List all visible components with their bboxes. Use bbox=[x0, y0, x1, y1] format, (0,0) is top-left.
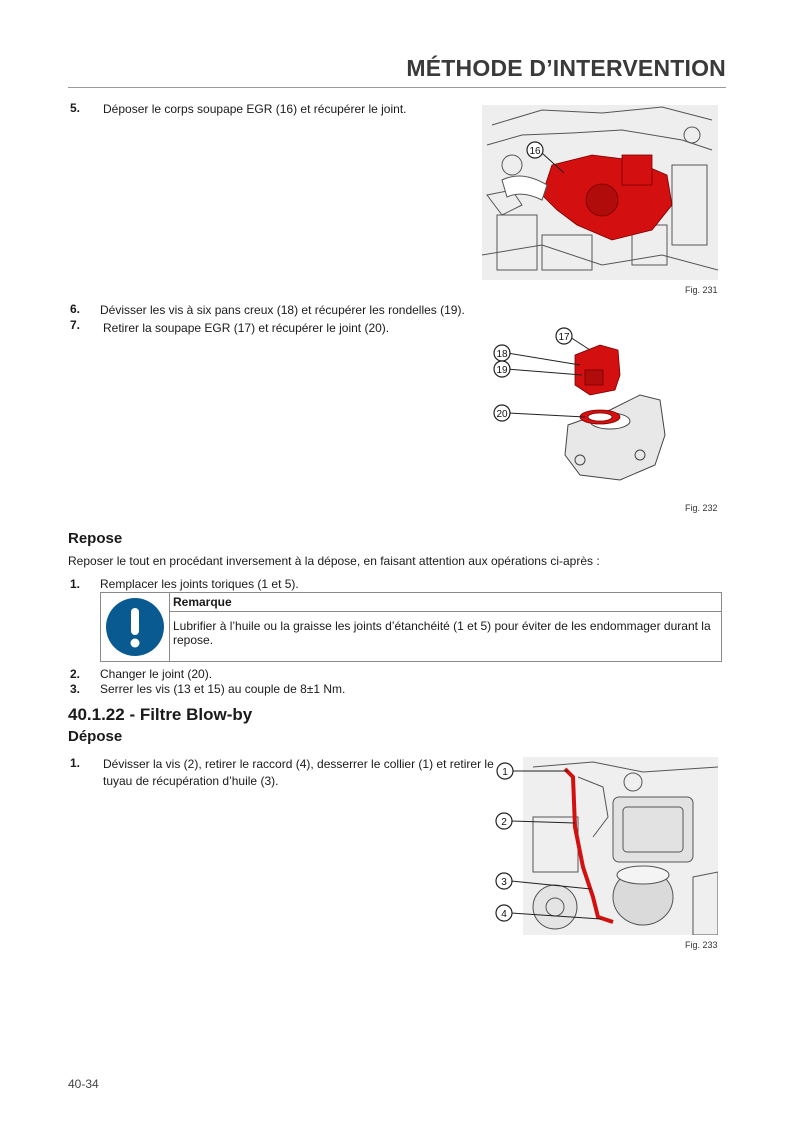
note-divider bbox=[169, 611, 721, 612]
blowby-filter-illustration bbox=[493, 757, 718, 935]
repose-intro: Reposer le tout en procédant inversement à la dépose, en faisant attention aux opérations ci-après : bbox=[68, 554, 600, 568]
svg-text:1: 1 bbox=[502, 767, 508, 778]
callout-2 bbox=[496, 813, 512, 829]
svg-text:20: 20 bbox=[496, 409, 508, 420]
step-number: 1. bbox=[70, 756, 81, 770]
callout-1 bbox=[497, 763, 513, 779]
egr-valve-body-illustration bbox=[482, 105, 718, 280]
step-text: Dévisser les vis à six pans creux (18) et récupérer les rondelles (19). bbox=[100, 303, 465, 317]
step-text: Serrer les vis (13 et 15) au couple de 8±1 Nm. bbox=[100, 682, 346, 696]
step-text: Remplacer les joints toriques (1 et 5). bbox=[100, 577, 299, 591]
figure-caption: Fig. 231 bbox=[685, 285, 718, 295]
figure-231-image bbox=[482, 105, 718, 280]
callout-17 bbox=[556, 328, 572, 344]
step-text-line-2: tuyau de récupération d’huile (3). bbox=[103, 774, 279, 788]
egr-valve-exploded-illustration bbox=[490, 325, 720, 495]
page-number: 40-34 bbox=[68, 1077, 99, 1091]
note-icon-cell bbox=[101, 593, 170, 661]
step-number: 5. bbox=[70, 101, 81, 115]
svg-text:3: 3 bbox=[501, 877, 507, 888]
page-header-title: MÉTHODE D’INTERVENTION bbox=[406, 55, 726, 81]
header-divider bbox=[68, 87, 726, 88]
svg-text:16: 16 bbox=[529, 146, 541, 157]
callout-3 bbox=[496, 873, 512, 889]
step-number: 6. bbox=[70, 302, 81, 316]
figure-caption: Fig. 232 bbox=[685, 503, 718, 513]
callout-19 bbox=[494, 361, 510, 377]
step-text: Retirer la soupape EGR (17) et récupérer le joint (20). bbox=[103, 321, 390, 335]
exclamation-icon bbox=[101, 593, 169, 661]
step-number: 3. bbox=[70, 682, 81, 696]
step-text-line-1: Dévisser la vis (2), retirer le raccord (4), desserrer le collier (1) et retirer le bbox=[103, 757, 494, 771]
section-heading-blowby: 40.1.22 - Filtre Blow-by bbox=[68, 705, 253, 724]
step-number: 1. bbox=[70, 577, 81, 591]
callout-20 bbox=[494, 405, 510, 421]
figure-232-image bbox=[490, 325, 720, 495]
step-number: 7. bbox=[70, 318, 81, 332]
callout-18 bbox=[494, 345, 510, 361]
note-box bbox=[100, 592, 722, 662]
svg-text:17: 17 bbox=[558, 332, 570, 343]
figure-caption: Fig. 233 bbox=[685, 940, 718, 950]
step-text: Changer le joint (20). bbox=[100, 667, 213, 681]
svg-text:18: 18 bbox=[496, 349, 508, 360]
section-heading-repose: Repose bbox=[68, 530, 123, 547]
callout-16 bbox=[527, 142, 543, 158]
callout-4 bbox=[496, 905, 512, 921]
svg-text:2: 2 bbox=[501, 817, 507, 828]
step-number: 2. bbox=[70, 667, 81, 681]
subheading-depose: Dépose bbox=[68, 728, 123, 745]
step-text: Déposer le corps soupape EGR (16) et récupérer le joint. bbox=[103, 102, 407, 116]
svg-text:19: 19 bbox=[496, 365, 508, 376]
svg-text:4: 4 bbox=[501, 909, 507, 920]
note-text: Lubrifier à l’huile ou la graisse les joints d’étanchéité (1 et 5) pour éviter de les endommager durant la repose. bbox=[173, 619, 711, 647]
note-title: Remarque bbox=[173, 595, 232, 609]
figure-233-image bbox=[493, 757, 718, 935]
